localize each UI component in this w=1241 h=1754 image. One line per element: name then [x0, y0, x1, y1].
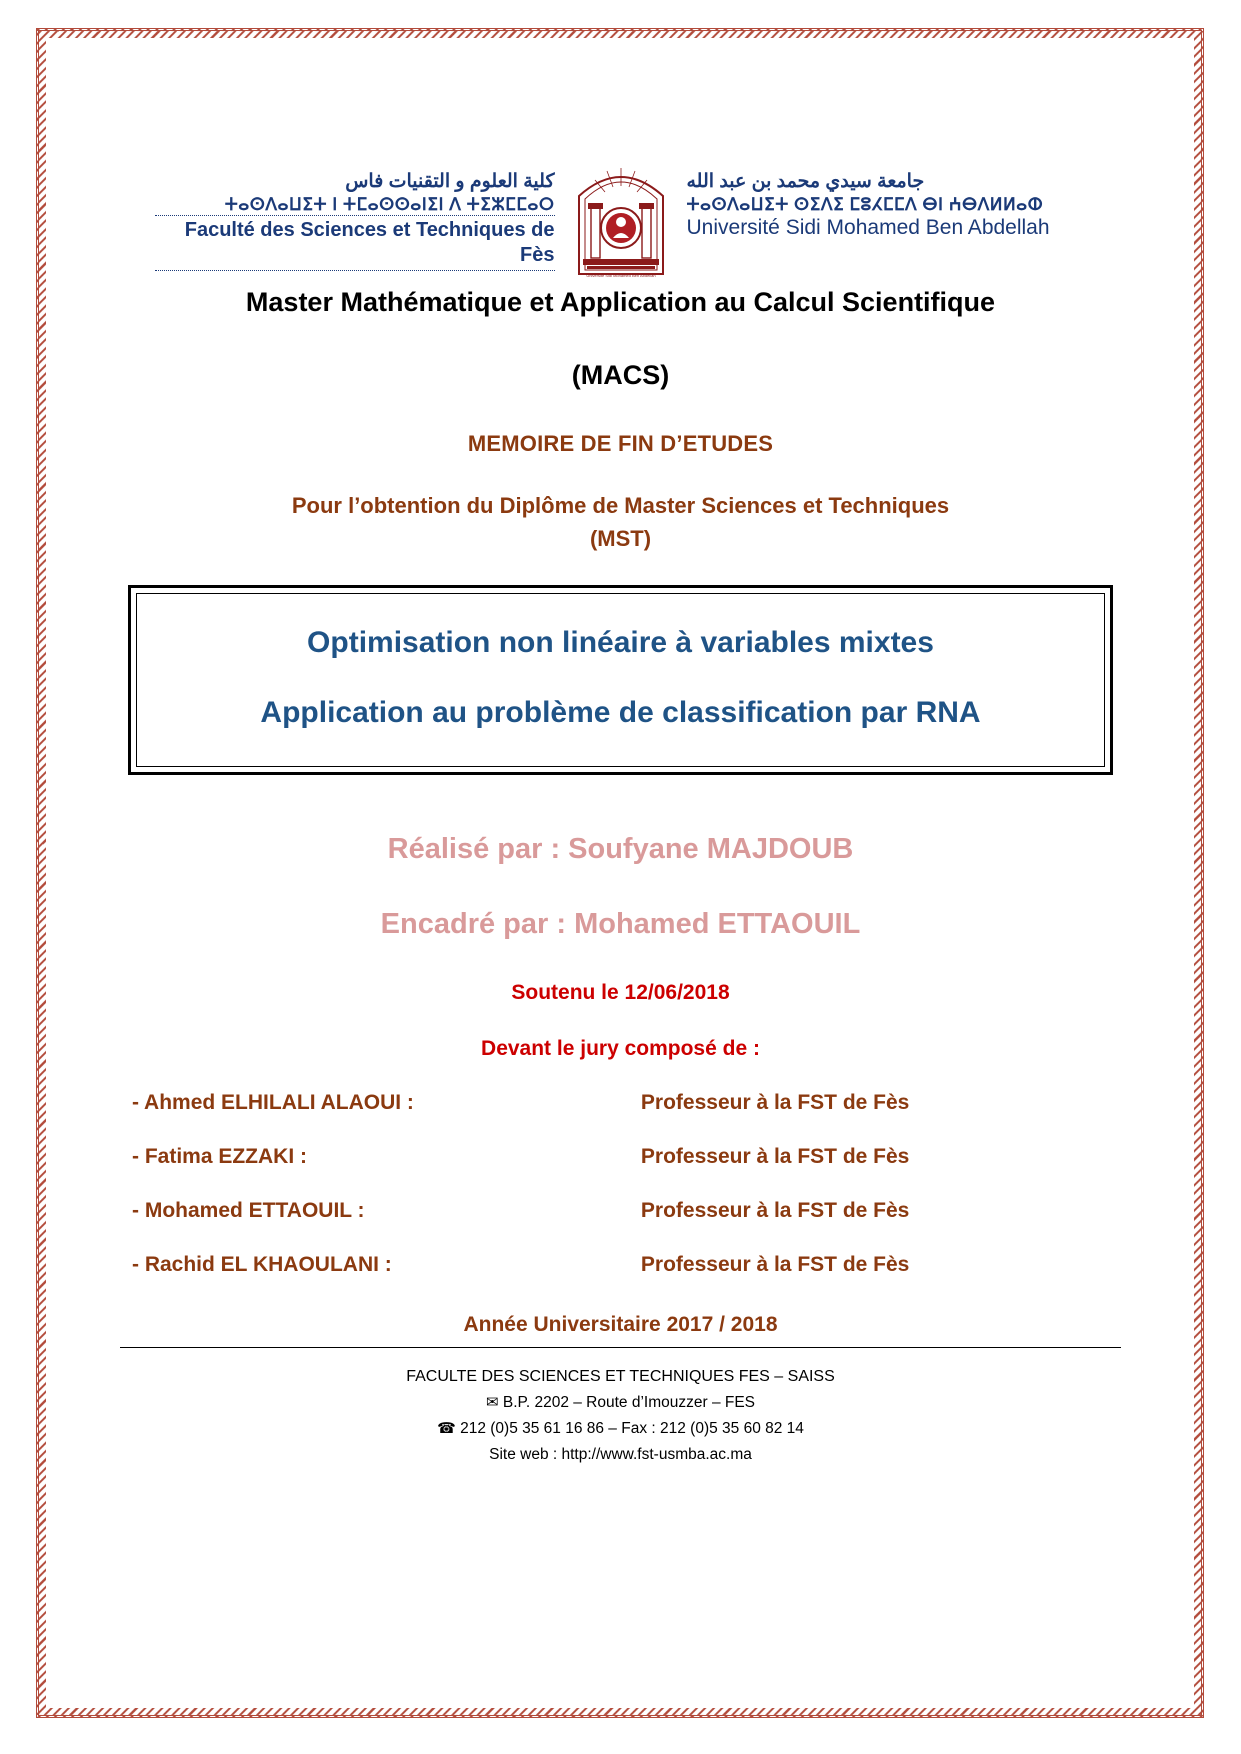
authors-section [110, 833, 1131, 941]
institution-header [110, 170, 1131, 281]
jury-member-row [110, 1145, 1131, 1169]
academic-year: Année Universitaire 2017 / 2018 [463, 1313, 778, 1336]
degree-purpose-text [110, 489, 1131, 555]
jury-member-title: Professeur à la FST de Fès [640, 1091, 910, 1114]
jury-member-title: Professeur à la FST de Fès [640, 1145, 910, 1168]
footer-address-text: B.P. 2202 – Route d’Imouzzer – FES [502, 1394, 756, 1412]
document-type-label: MEMOIRE DE FIN D’ETUDES [467, 431, 774, 456]
university-name-tifinagh: ⵜⴰⵙⴷⴰⵡⵉⵜ ⵙⵉⴷⵉ ⵎⵓⵃⵎⵎⴷ ⴱⵏ ⵄⴱⴷⵍⵍⴰⵀ [686, 194, 1044, 214]
thesis-title-line2: Application au problème de classification par RNA [260, 696, 981, 729]
university-identity-block [687, 170, 1087, 241]
jury-member-title: Professeur à la FST de Fès [640, 1253, 910, 1276]
faculty-identity-block [155, 170, 555, 271]
jury-member-title: Professeur à la FST de Fès [640, 1199, 910, 1222]
defense-date: Soutenu le 12/06/2018 [511, 981, 730, 1004]
university-seal-logo [573, 156, 669, 281]
thesis-subject-box [128, 585, 1113, 775]
phone-icon: ☎ [437, 1420, 456, 1438]
jury-member-name: - Rachid EL KHAOULANI : [132, 1253, 392, 1276]
svg-text:Université Sidi Mohamed Ben Ab: Université Sidi Mohamed Ben Abdellah [585, 273, 656, 278]
supervisor-encadre-par: Encadré par : Mohamed ETTAOUIL [380, 908, 861, 940]
university-name-french: Université Sidi Mohamed Ben Abdellah [686, 216, 1050, 239]
degree-purpose-line1: Pour l’obtention du Diplôme de Master Sciences et Techniques [291, 493, 950, 518]
faculty-name-french: Faculté des Sciences et Techniques de Fès [155, 215, 555, 271]
jury-member-row [110, 1091, 1131, 1115]
footer-phone-text: 212 (0)5 35 61 16 86 – Fax : 212 (0)5 35 60 82 14 [460, 1420, 804, 1438]
university-name-arabic: جامعة سيدي محمد بن عبد الله [686, 171, 925, 192]
master-program-acronym: (MACS) [571, 360, 670, 390]
thesis-title-line1: Optimisation non linéaire à variables mixtes [307, 626, 934, 659]
jury-member-name: - Fatima EZZAKI : [132, 1145, 308, 1168]
faculty-name-tifinagh: ⵜⴰⵙⴷⴰⵡⵉⵜ ⵏ ⵜⵎⴰⵙⵙⴰⵏⵉⵏ ⴷ ⵜⵉⵣⵎⵎⴰⵔ [224, 194, 555, 214]
jury-member-row [110, 1199, 1131, 1223]
footer-address [110, 1390, 1131, 1416]
jury-member-name: - Mohamed ETTAOUIL : [132, 1199, 365, 1222]
footer-institution-name: FACULTE DES SCIENCES ET TECHNIQUES FES – SAISS [406, 1368, 835, 1385]
footer-phone [110, 1416, 1131, 1442]
author-realise-par: Réalisé par : Soufyane MAJDOUB [387, 833, 854, 865]
institution-footer [110, 1364, 1131, 1467]
footer-website: Site web : http://www.fst-usmba.ac.ma [489, 1445, 752, 1463]
master-program-title: Master Mathématique et Application au Calcul Scientifique [245, 287, 996, 317]
jury-member-name: - Ahmed ELHILALI ALAOUI : [132, 1091, 414, 1114]
thesis-subject-box-inner [136, 593, 1105, 767]
jury-member-row [110, 1253, 1131, 1277]
degree-purpose-line2: (MST) [589, 526, 652, 551]
jury-list [110, 1091, 1131, 1277]
footer-divider [120, 1347, 1121, 1348]
faculty-name-arabic: كلية العلوم و التقنيات فاس [345, 171, 555, 192]
jury-intro-label: Devant le jury composé de : [481, 1037, 760, 1060]
mail-icon: ✉ [485, 1394, 499, 1412]
